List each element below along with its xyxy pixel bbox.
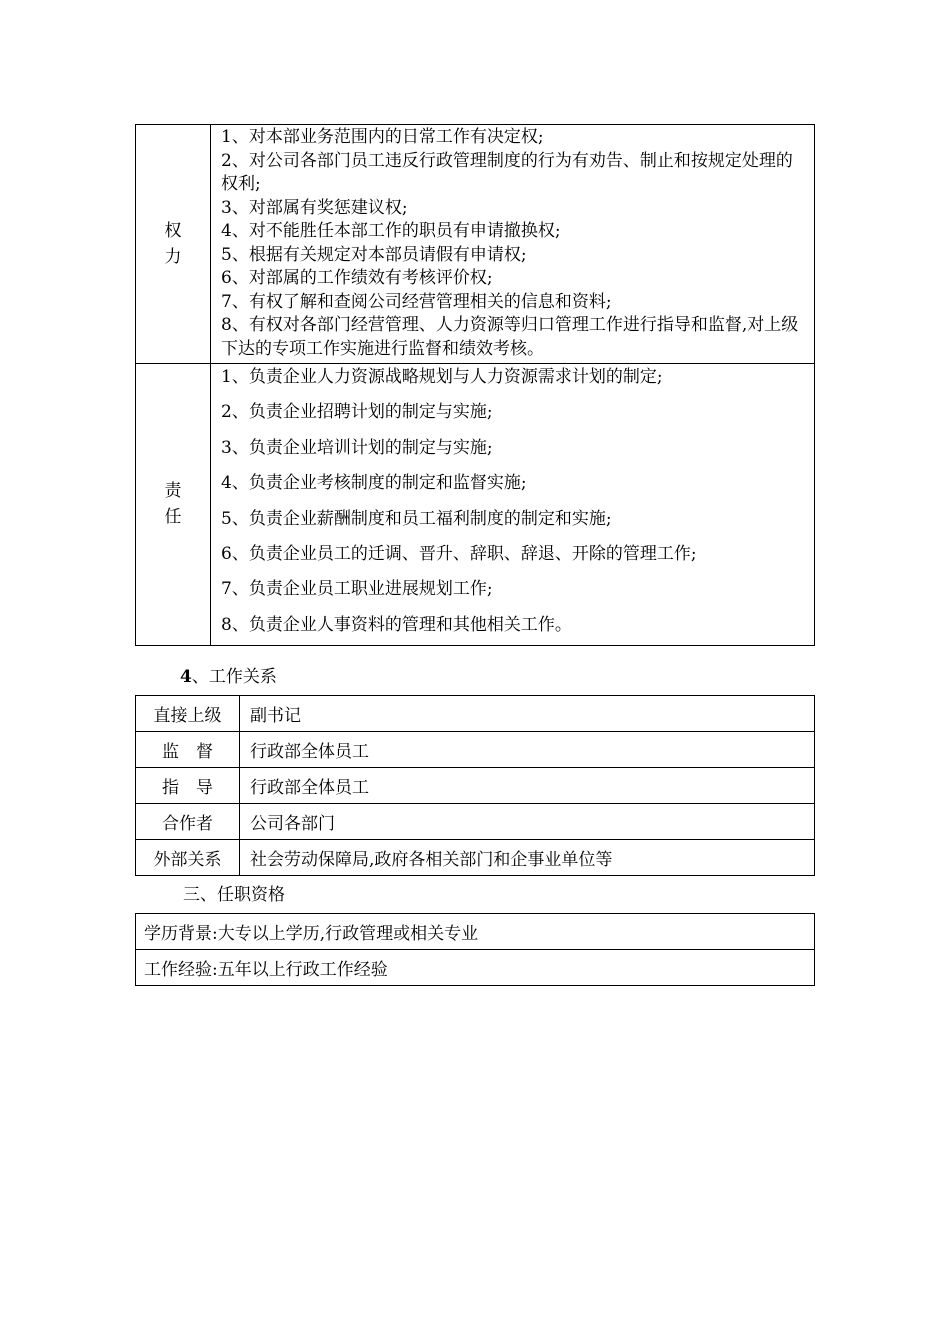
responsibility-item: 4、负责企业考核制度的制定和监督实施; <box>221 473 527 494</box>
authority-item: 6、对部属的工作绩效有考核评价权; <box>221 268 493 288</box>
qualification-row <box>136 914 815 950</box>
relation-key: 外部关系 <box>136 840 240 876</box>
relation-key: 监 督 <box>136 732 240 768</box>
responsibility-label-char: 任 <box>164 507 182 528</box>
relation-value: 社会劳动保障局,政府各相关部门和企事业单位等 <box>240 840 815 876</box>
responsibility-item: 6、负责企业员工的迁调、晋升、辞职、辞退、开除的管理工作; <box>221 543 697 564</box>
qualification-row <box>136 950 815 986</box>
authority-item: 1、对本部业务范围内的日常工作有决定权; <box>221 127 544 147</box>
qualification-cell: 工作经验:五年以上行政工作经验 <box>136 950 815 986</box>
responsibility-item: 1、负责企业人力资源战略规划与人力资源需求计划的制定; <box>221 367 663 387</box>
authority-label-char: 权 <box>164 221 182 241</box>
relation-row <box>136 804 815 840</box>
responsibility-item: 5、负责企业薪酬制度和员工福利制度的制定和实施; <box>221 508 612 529</box>
relation-value: 副书记 <box>240 696 815 732</box>
qualification-cell: 学历背景:大专以上学历,行政管理或相关专业 <box>136 914 815 950</box>
authority-item: 4、对不能胜任本部工作的职员有申请撤换权; <box>221 221 561 241</box>
rights-responsibilities-table <box>135 124 815 646</box>
responsibility-item: 2、负责企业招聘计划的制定与实施; <box>221 402 493 423</box>
responsibility-item: 8、负责企业人事资料的管理和其他相关工作。 <box>221 614 572 635</box>
relation-row <box>136 840 815 876</box>
authority-items-cell <box>211 125 815 364</box>
relation-key: 直接上级 <box>136 696 240 732</box>
relation-row <box>136 768 815 804</box>
work-relations-heading-number: 4 <box>180 667 192 687</box>
qualifications-table <box>135 913 815 986</box>
authority-item: 2、对公司各部门员工违反行政管理制度的行为有劝告、制止和按规定处理的权利; <box>221 150 793 194</box>
work-relations-heading-text: 、工作关系 <box>191 667 277 687</box>
responsibility-items-cell <box>211 364 815 646</box>
relation-row <box>136 696 815 732</box>
qualifications-heading: 三、任职资格 <box>183 885 285 905</box>
responsibility-item: 3、负责企业培训计划的制定与实施; <box>221 437 493 458</box>
relation-value: 行政部全体员工 <box>240 768 815 804</box>
relation-key: 合作者 <box>136 804 240 840</box>
relation-row <box>136 732 815 768</box>
responsibility-row <box>136 364 815 646</box>
authority-row <box>136 125 815 364</box>
authority-item: 8、有权对各部门经营管理、人力资源等归口管理工作进行指导和监督,对上级下达的专项工作实施进行监督和绩效考核。 <box>221 315 799 359</box>
responsibility-item: 7、负责企业员工职业进展规划工作; <box>221 579 493 600</box>
work-relations-table <box>135 695 815 876</box>
responsibility-label-char: 责 <box>164 481 182 502</box>
relation-value: 公司各部门 <box>240 804 815 840</box>
authority-item: 5、根据有关规定对本部员请假有申请权; <box>221 244 527 265</box>
authority-item: 7、有权了解和查阅公司经营管理相关的信息和资料; <box>221 291 612 312</box>
authority-label-cell <box>136 125 211 364</box>
authority-label-char: 力 <box>164 247 182 267</box>
responsibility-label-cell <box>136 364 211 646</box>
relation-value: 行政部全体员工 <box>240 732 815 768</box>
relation-key: 指 导 <box>136 768 240 804</box>
work-relations-heading <box>180 662 277 687</box>
authority-item: 3、对部属有奖惩建议权; <box>221 197 408 218</box>
